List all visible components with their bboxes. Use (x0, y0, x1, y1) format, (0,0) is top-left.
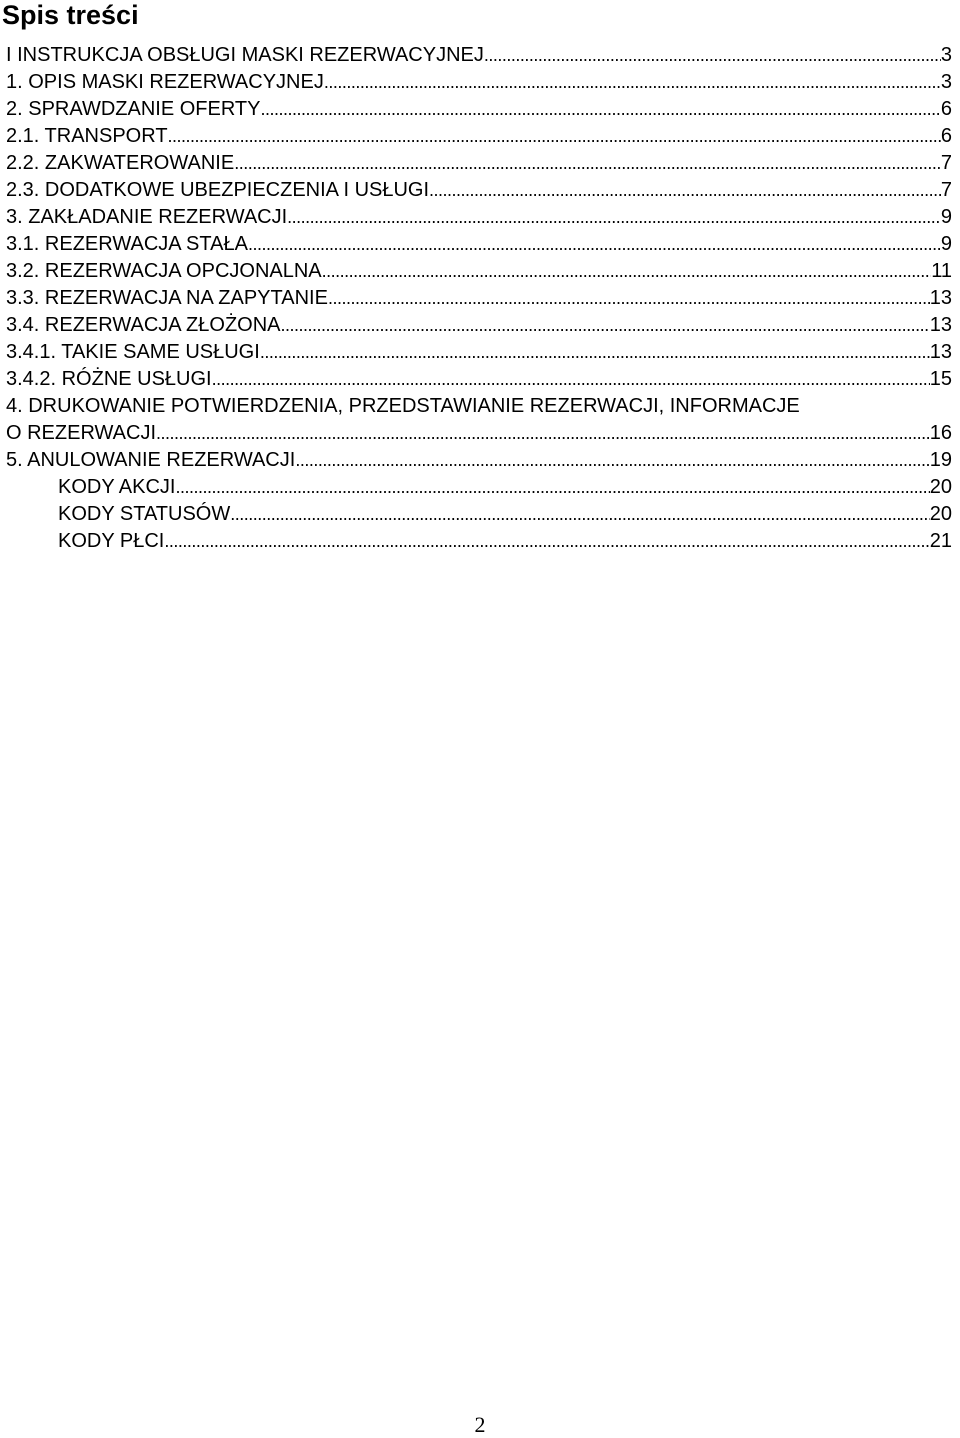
toc-entry-page: 9 (940, 233, 952, 255)
toc-entry-title: 2. SPRAWDZANIE OFERTY (6, 98, 261, 120)
toc-entry-page: 21 (929, 530, 952, 552)
toc-entry-page: 13 (929, 287, 952, 309)
toc-entry-title: 3.4.1. TAKIE SAME USŁUGI (6, 341, 260, 363)
toc-leader-dots (230, 501, 930, 528)
toc-entry-page: 6 (940, 125, 952, 147)
page-number: 2 (474, 1412, 486, 1437)
toc-entry-title: KODY AKCJI (58, 476, 176, 498)
toc-entry-title: 5. ANULOWANIE REZERWACJI (6, 449, 296, 471)
toc-entry[interactable] (0, 366, 952, 393)
toc-leader-dots (260, 96, 940, 123)
toc-entry-title: KODY PŁCI (58, 530, 165, 552)
toc-leader-dots (295, 447, 929, 474)
toc-entry-page: 9 (940, 206, 952, 228)
toc-entry-page: 15 (929, 368, 952, 390)
toc-leader-dots (234, 150, 941, 177)
toc-entry-title: I INSTRUKCJA OBSŁUGI MASKI REZERWACYJNEJ (6, 44, 484, 66)
toc-entry-page: 13 (929, 341, 952, 363)
toc-entry[interactable] (0, 528, 952, 555)
toc-entry[interactable] (0, 42, 952, 69)
toc-leader-dots (281, 312, 930, 339)
toc-leader-dots (484, 42, 941, 69)
toc-entry-page: 6 (940, 98, 952, 120)
toc-leader-dots (248, 231, 941, 258)
toc-entry[interactable] (0, 150, 952, 177)
toc-entry[interactable] (0, 339, 952, 366)
toc-entry-title: 2.1. TRANSPORT (6, 125, 168, 147)
toc-entry-page: 3 (940, 44, 952, 66)
toc-entry[interactable] (0, 204, 952, 231)
table-of-contents (0, 42, 952, 555)
toc-entry[interactable] (0, 420, 952, 447)
toc-entry[interactable] (0, 285, 952, 312)
toc-entry-page: 20 (929, 476, 952, 498)
toc-entry[interactable] (0, 231, 952, 258)
toc-entry[interactable] (0, 393, 952, 420)
toc-entry-title: 3.4. REZERWACJA ZŁOŻONA (6, 314, 281, 336)
toc-entry-title: KODY STATUSÓW (58, 503, 231, 525)
page-title: Spis treści (2, 0, 139, 30)
toc-entry[interactable] (0, 123, 952, 150)
toc-leader-dots (156, 420, 930, 447)
toc-leader-dots (260, 339, 930, 366)
toc-leader-dots (212, 366, 930, 393)
toc-entry-title: 3. ZAKŁADANIE REZERWACJI (6, 206, 288, 228)
toc-entry[interactable] (0, 258, 952, 285)
toc-leader-dots (164, 528, 929, 555)
toc-leader-dots (175, 474, 929, 501)
toc-entry[interactable] (0, 96, 952, 123)
toc-leader-dots (322, 258, 932, 285)
toc-leader-dots (429, 177, 941, 204)
toc-entry-title: 2.2. ZAKWATEROWANIE (6, 152, 235, 174)
toc-entry-title: 1. OPIS MASKI REZERWACYJNEJ (6, 71, 324, 93)
toc-entry-title: 4. DRUKOWANIE POTWIERDZENIA, PRZEDSTAWIANIE REZERWACJI, INFORMACJE (6, 395, 800, 417)
toc-entry[interactable] (0, 312, 952, 339)
toc-entry-title: 3.2. REZERWACJA OPCJONALNA (6, 260, 322, 282)
toc-leader-dots (324, 69, 941, 96)
toc-entry-title: O REZERWACJI (6, 422, 157, 444)
toc-entry-page: 11 (931, 260, 952, 282)
toc-leader-dots (287, 204, 941, 231)
toc-entry[interactable] (0, 501, 952, 528)
toc-leader-dots (328, 285, 930, 312)
toc-entry[interactable] (0, 447, 952, 474)
toc-entry-title: 3.3. REZERWACJA NA ZAPYTANIE (6, 287, 328, 309)
toc-entry[interactable] (0, 474, 952, 501)
toc-entry-title: 2.3. DODATKOWE UBEZPIECZENIA I USŁUGI (6, 179, 430, 201)
toc-entry-page: 20 (929, 503, 952, 525)
toc-entry-title: 3.4.2. RÓŻNE USŁUGI (6, 368, 212, 390)
toc-entry-page: 16 (929, 422, 952, 444)
toc-entry-page: 3 (940, 71, 952, 93)
toc-entry[interactable] (0, 177, 952, 204)
toc-entry-title: 3.1. REZERWACJA STAŁA (6, 233, 248, 255)
toc-entry-page: 19 (929, 449, 952, 471)
toc-entry[interactable] (0, 69, 952, 96)
toc-leader-dots (168, 123, 941, 150)
toc-entry-page: 13 (929, 314, 952, 336)
toc-entry-page: 7 (940, 152, 952, 174)
toc-entry-page: 7 (940, 179, 952, 201)
